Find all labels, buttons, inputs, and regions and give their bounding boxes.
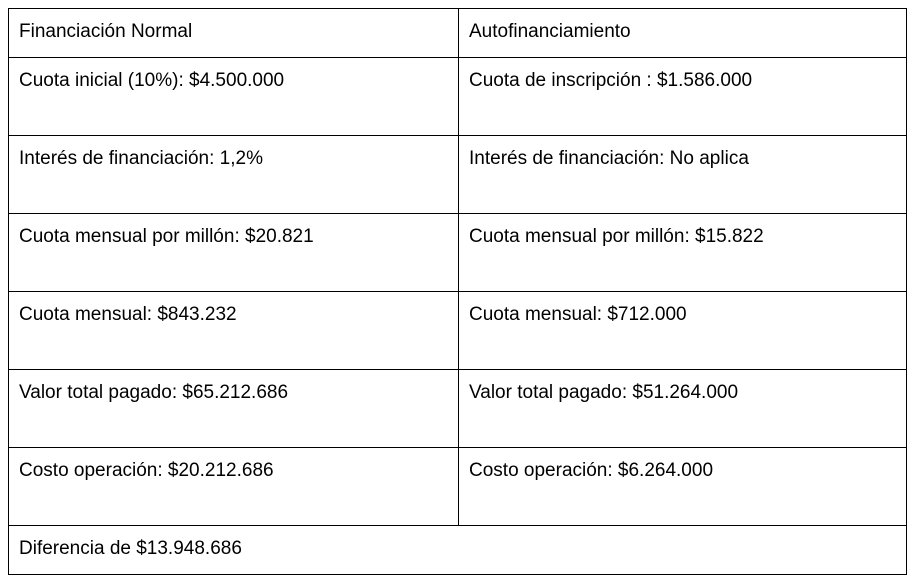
costo-operacion-normal-cell: Costo operación: $20.212.686: [9, 448, 459, 526]
cuota-inscripcion-cell: Cuota de inscripción : $1.586.000: [459, 58, 907, 136]
table-row: [9, 292, 907, 370]
table-row: [9, 448, 907, 526]
header-autofinanciamiento: Autofinanciamiento: [459, 9, 907, 58]
cuota-millon-normal-cell: Cuota mensual por millón: $20.821: [9, 214, 459, 292]
costo-operacion-auto-cell: Costo operación: $6.264.000: [459, 448, 907, 526]
interes-auto-cell: Interés de financiación: No aplica: [459, 136, 907, 214]
valor-total-normal-cell: Valor total pagado: $65.212.686: [9, 370, 459, 448]
cuota-mensual-normal-cell: Cuota mensual: $843.232: [9, 292, 459, 370]
cuota-millon-auto-cell: Cuota mensual por millón: $15.822: [459, 214, 907, 292]
table-row: [9, 214, 907, 292]
cuota-inicial-cell: Cuota inicial (10%): $4.500.000: [9, 58, 459, 136]
table-row: [9, 370, 907, 448]
financing-comparison-table: [8, 8, 907, 575]
diferencia-cell: Diferencia de $13.948.686: [9, 526, 907, 575]
header-financiacion-normal: Financiación Normal: [9, 9, 459, 58]
valor-total-auto-cell: Valor total pagado: $51.264.000: [459, 370, 907, 448]
comparison-table-container: [8, 8, 906, 575]
table-row: [9, 58, 907, 136]
table-footer-row: [9, 526, 907, 575]
table-header-row: [9, 9, 907, 58]
interes-normal-cell: Interés de financiación: 1,2%: [9, 136, 459, 214]
cuota-mensual-auto-cell: Cuota mensual: $712.000: [459, 292, 907, 370]
table-row: [9, 136, 907, 214]
